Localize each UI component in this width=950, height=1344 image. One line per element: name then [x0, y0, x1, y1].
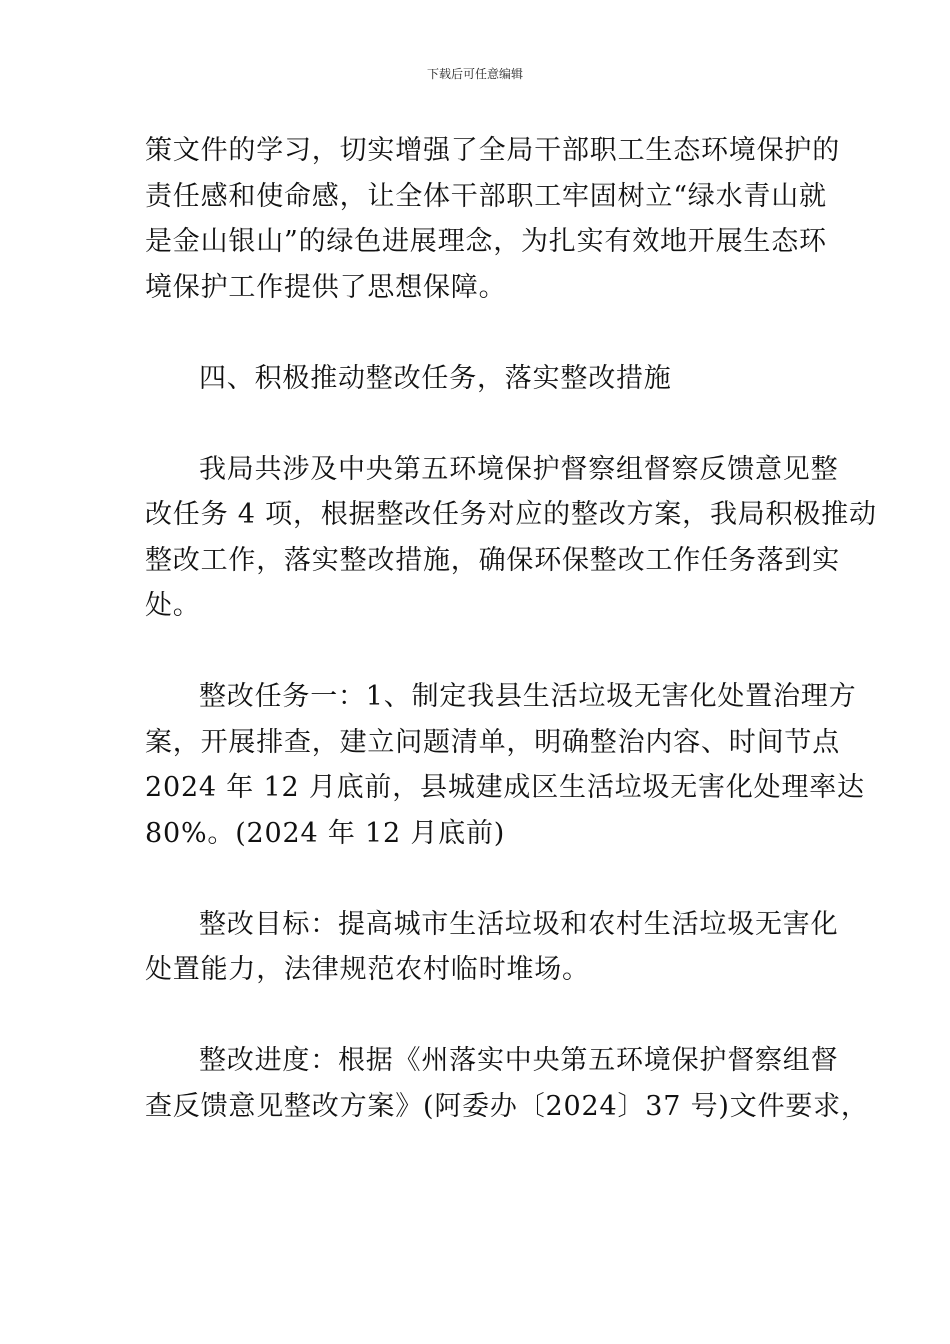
text-line: 责任感和使命感，让全体干部职工牢固树立“绿水青山就	[145, 180, 827, 212]
text-line: 80%。(2024 年 12 月底前)	[145, 817, 506, 849]
paragraph-gap	[145, 401, 810, 447]
text-line: 改任务 4 项，根据整改任务对应的整改方案，我局积极推动	[145, 499, 877, 530]
paragraph-gap	[145, 993, 810, 1039]
text-line: 处。	[145, 590, 201, 621]
text-line: 整改进度：根据《州落实中央第五环境保护督察组督	[199, 1045, 839, 1076]
paragraph-study-policy	[145, 128, 840, 310]
text-line: 查反馈意见整改方案》(阿委办〔2024〕37 号)文件要求，	[145, 1090, 869, 1122]
text-line: 处置能力，法律规范农村临时堆场。	[145, 954, 590, 985]
paragraph-gap	[145, 310, 810, 356]
text-line: 我局共涉及中央第五环境保护督察组督察反馈意见整	[199, 453, 839, 485]
paragraph-task-one	[145, 674, 865, 856]
text-line: 策文件的学习，切实增强了全局干部职工生态环境保护的	[145, 135, 840, 166]
text-line: 是金山银山”的绿色进展理念，为扎实有效地开展生态环	[145, 226, 827, 257]
heading-line: 四、积极推动整改任务，落实整改措施	[199, 362, 672, 394]
text-line: 2024 年 12 月底前，县城建成区生活垃圾无害化处理率达	[145, 772, 865, 803]
text-line: 整改目标：提高城市生活垃圾和农村生活垃圾无害化	[199, 908, 839, 940]
paragraph-target	[145, 902, 839, 993]
section-heading-four	[145, 356, 810, 402]
text-line: 境保护工作提供了思想保障。	[145, 271, 507, 303]
text-line: 整改工作，落实整改措施，确保环保整改工作任务落到实	[145, 544, 840, 576]
paragraph-progress	[145, 1038, 869, 1129]
text-line: 整改任务一：1、制定我县生活垃圾无害化处置治理方	[199, 681, 857, 712]
text-line: 案，开展排查，建立问题清单，明确整治内容、时间节点	[145, 726, 840, 758]
paragraph-gap	[145, 856, 810, 902]
paragraph-gap	[145, 629, 810, 675]
document-body	[145, 128, 877, 1129]
paragraph-rectification-overview	[145, 447, 877, 629]
page-header-note: 下载后可任意编辑	[426, 67, 523, 81]
